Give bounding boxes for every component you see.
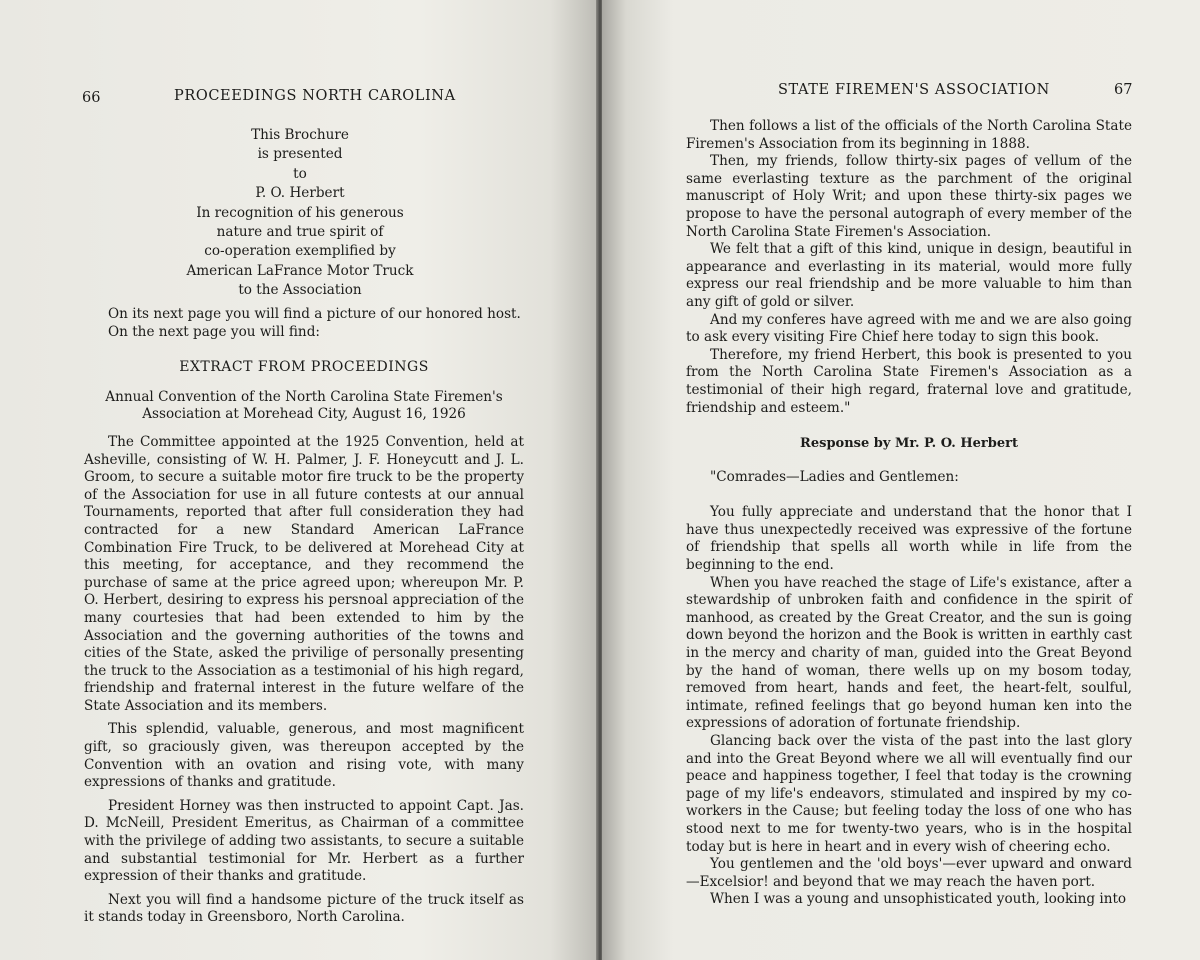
paragraph: The Committee appointed at the 1925 Convention, held at Asheville, consisting of W. H. Palmer, J. F. Honeycutt and J. L. Groom, to secure a suitable motor fire truck to be the property of the Association for use in all future contests at our annual Tournaments, reported that after full consideration they had contracted for a new Standard American LaFrance Combination Fire Truck, to be delivered at Morehead City at this meeting, for acceptance, and they recommend the purchase of same at the price agreed upon; whereupon Mr. P. O. Herbert, desiring to express his persnoal appreciation of the many courtesies that had been extended to him by the Association and the governing authorities of the towns and cities of the State, asked the privilige of personally presenting the truck to the Association as a testimonial of his high regard, friendship and fraternal interest in the future welfare of the State Association and its members. bbox=[84, 433, 524, 714]
paragraph: This splendid, valuable, generous, and most magnificent gift, so graciously given, was thereupon accepted by the Convention with an ovation and rising vote, with many expressions of thanks and gratitude. bbox=[84, 721, 524, 791]
dedication-line: is presented bbox=[257, 146, 343, 163]
intro-line: On its next page you will find a picture of our honored host. bbox=[108, 306, 521, 322]
dedication-block bbox=[150, 126, 450, 301]
paragraph: Glancing back over the vista of the past into the last glory and into the Great Beyond where we all will eventually find our peace and happiness together, I feel that today is the crowning page of my life's endeavors, stimulated and inspired by my co-workers in the Cause; but feeling today the loss of one who has stood next to me for twenty-two years, who is in the hospital today but is here in heart and in every wish of cheering echo. bbox=[686, 733, 1132, 855]
left-page bbox=[0, 0, 598, 960]
intro-line: On the next page you will find: bbox=[108, 323, 320, 340]
right-body bbox=[686, 118, 1132, 909]
paragraph: President Horney was then instructed to appoint Capt. Jas. D. McNeill, President Emeritus, as Chairman of a committee with the privilege of adding two assistants, to secure a suitable and substantial testimonial for Mr. Herbert as a further expression of their thanks and gratitude. bbox=[84, 797, 524, 885]
right-page bbox=[602, 0, 1200, 960]
paragraph: When I was a young and unsophisticated youth, looking into bbox=[710, 891, 1127, 908]
paragraph: We felt that a gift of this kind, unique in design, beautiful in appearance and everlasting in its material, would more fully express our real friendship and be more valuable to him than any gift of gold or silver. bbox=[686, 241, 1132, 310]
salutation: "Comrades—Ladies and Gentlemen: bbox=[710, 468, 959, 485]
paragraph: You fully appreciate and understand that the honor that I have thus unexpectedly received was expressive of the fortune of friendship that spells all worth while in life from the beginning to the end. bbox=[686, 504, 1132, 574]
paragraph: You gentlemen and the 'old boys'—ever upward and onward —Excelsior! and beyond that we may reach the haven port. bbox=[686, 856, 1132, 890]
page-number: 67 bbox=[1114, 82, 1133, 98]
paragraph: And my conferes have agreed with me and we are also going to ask every visiting Fire Chief here today to sign this book. bbox=[686, 311, 1132, 346]
dedication-line: P. O. Herbert bbox=[255, 185, 345, 202]
convention-line: Annual Convention of the North Carolina State Firemen's Association at Morehead City, August 16, 1926 bbox=[105, 388, 503, 423]
paragraph: Then follows a list of the officials of the North Carolina State Firemen's Association from its beginning in 1888. bbox=[686, 118, 1132, 152]
dedication-line: to the Association bbox=[238, 282, 362, 299]
dedication-line: to bbox=[293, 165, 307, 182]
paragraph: When you have reached the stage of Life's existance, after a stewardship of unbroken faith and confidence in the spirit of manhood, as created by the Great Creator, and the sun is going down beyond the horizon and the Book is written in earthly cast in the mercy and charity of man, guided into the Great Beyond by the hand of woman, there wells up on my bosom today, removed from heart, hands and feet, the heart-felt, soulful, intimate, refined feelings that go beyond human ken into the expressions of adoration of fortunate friendship. bbox=[686, 574, 1132, 732]
page-number: 66 bbox=[82, 90, 101, 106]
running-head: PROCEEDINGS NORTH CAROLINA bbox=[174, 88, 456, 104]
paragraph: Next you will find a handsome picture of the truck itself as it stands today in Greensboro, North Carolina. bbox=[84, 891, 524, 926]
running-head: STATE FIREMEN'S ASSOCIATION bbox=[778, 82, 1050, 98]
dedication-line: nature and true spirit of bbox=[216, 224, 384, 241]
paragraph: Therefore, my friend Herbert, this book is presented to you from the North Carolina State Firemen's Association as a testimonial of their high regard, fraternal love and gratitude, friendship and esteem." bbox=[686, 346, 1132, 416]
section-title: EXTRACT FROM PROCEEDINGS bbox=[179, 359, 429, 376]
left-body bbox=[84, 306, 524, 927]
dedication-line: American LaFrance Motor Truck bbox=[186, 262, 414, 279]
dedication-line: co-operation exemplified by bbox=[204, 243, 396, 260]
response-heading: Response by Mr. P. O. Herbert bbox=[800, 436, 1018, 452]
paragraph: Then, my friends, follow thirty-six pages of vellum of the same everlasting texture as the parchment of the original manuscript of Holy Writ; and upon these thirty-six pages we propose to have the personal autograph of every member of the North Carolina State Firemen's Association. bbox=[686, 153, 1132, 240]
dedication-line: In recognition of his generous bbox=[196, 204, 404, 221]
dedication-line: This Brochure bbox=[251, 127, 349, 143]
